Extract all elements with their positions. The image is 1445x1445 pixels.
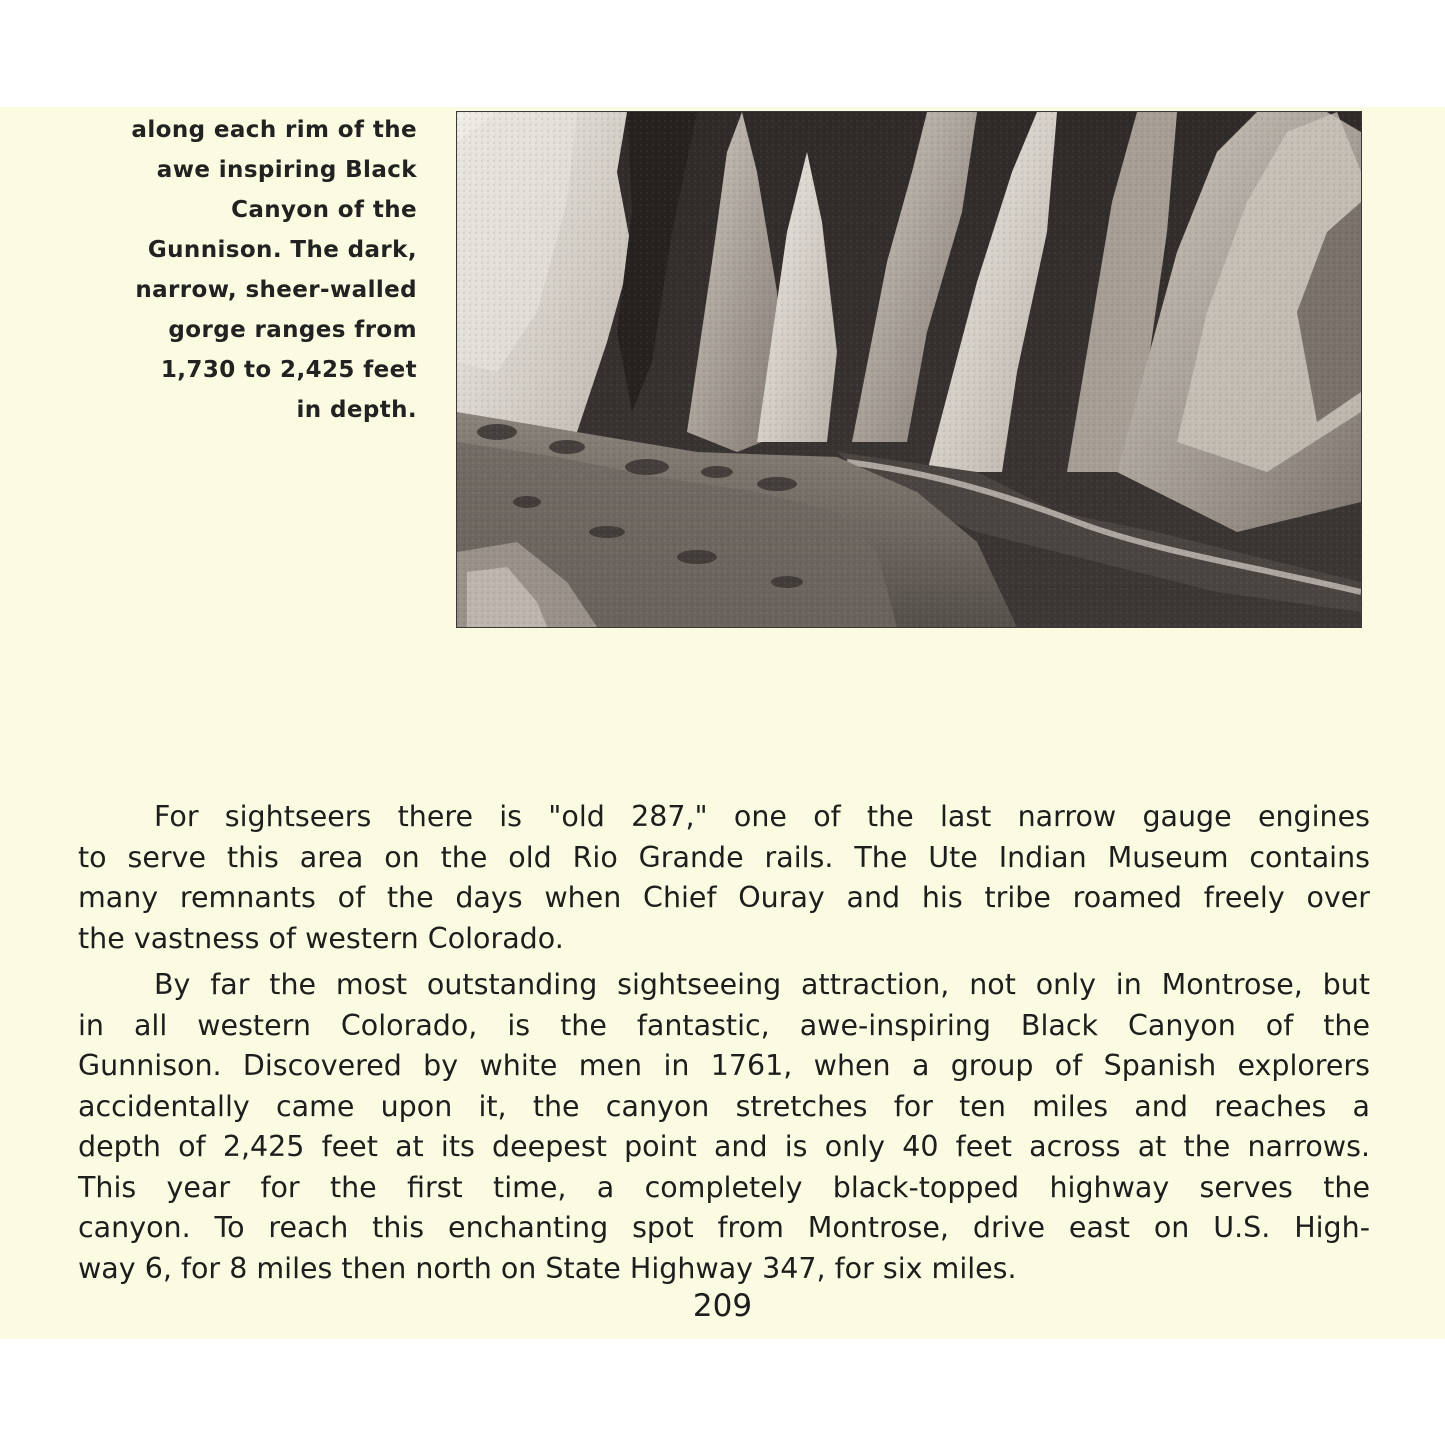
text-line: By far the most outstanding sightseeing attraction, not only in Montrose, but <box>154 968 1370 1001</box>
paragraph <box>78 797 1370 959</box>
caption-line: gorge ranges from <box>168 317 417 343</box>
text-line: This year for the first time, a completely black-topped highway serves the <box>78 1170 1370 1204</box>
text-line: many remnants of the days when Chief Ouray and his tribe roamed freely over <box>78 881 1370 914</box>
text-line: depth of 2,425 feet at its deepest point and is only 40 feet across at the narrows. <box>78 1130 1370 1163</box>
caption-line: narrow, sheer-walled <box>135 277 417 303</box>
text-line: canyon. To reach this enchanting spot from Montrose, drive east on U.S. High- <box>78 1211 1370 1244</box>
article-body <box>78 797 1370 1289</box>
text-line: For sightseers there is "old 287," one of the last narrow gauge engines <box>154 800 1370 833</box>
text-line: Gunnison. Discovered by white men in 1761, when a group of Spanish explorers <box>78 1049 1370 1082</box>
caption-line: 1,730 to 2,425 feet <box>160 357 417 383</box>
canyon-photo-icon <box>457 112 1361 627</box>
caption-line: Canyon of the <box>231 197 417 223</box>
paragraph <box>78 965 1370 1289</box>
text-line: accidentally came upon it, the canyon stretches for ten miles and reaches a <box>78 1089 1370 1123</box>
caption-line: in depth. <box>296 397 417 423</box>
caption-line: awe inspiring Black <box>156 157 417 183</box>
caption-line: Gunnison. The dark, <box>147 237 417 263</box>
text-line: way 6, for 8 miles then north on State Highway 347, for six miles. <box>78 1251 1017 1285</box>
page-number: 209 <box>692 1288 753 1324</box>
text-line: in all western Colorado, is the fantastic, awe-inspiring Black Canyon of the <box>78 1008 1370 1042</box>
photo-caption <box>120 110 417 430</box>
caption-line: along each rim of the <box>131 117 417 143</box>
text-line: the vastness of western Colorado. <box>78 921 564 955</box>
text-line: to serve this area on the old Rio Grande rails. The Ute Indian Museum contains <box>78 840 1370 874</box>
